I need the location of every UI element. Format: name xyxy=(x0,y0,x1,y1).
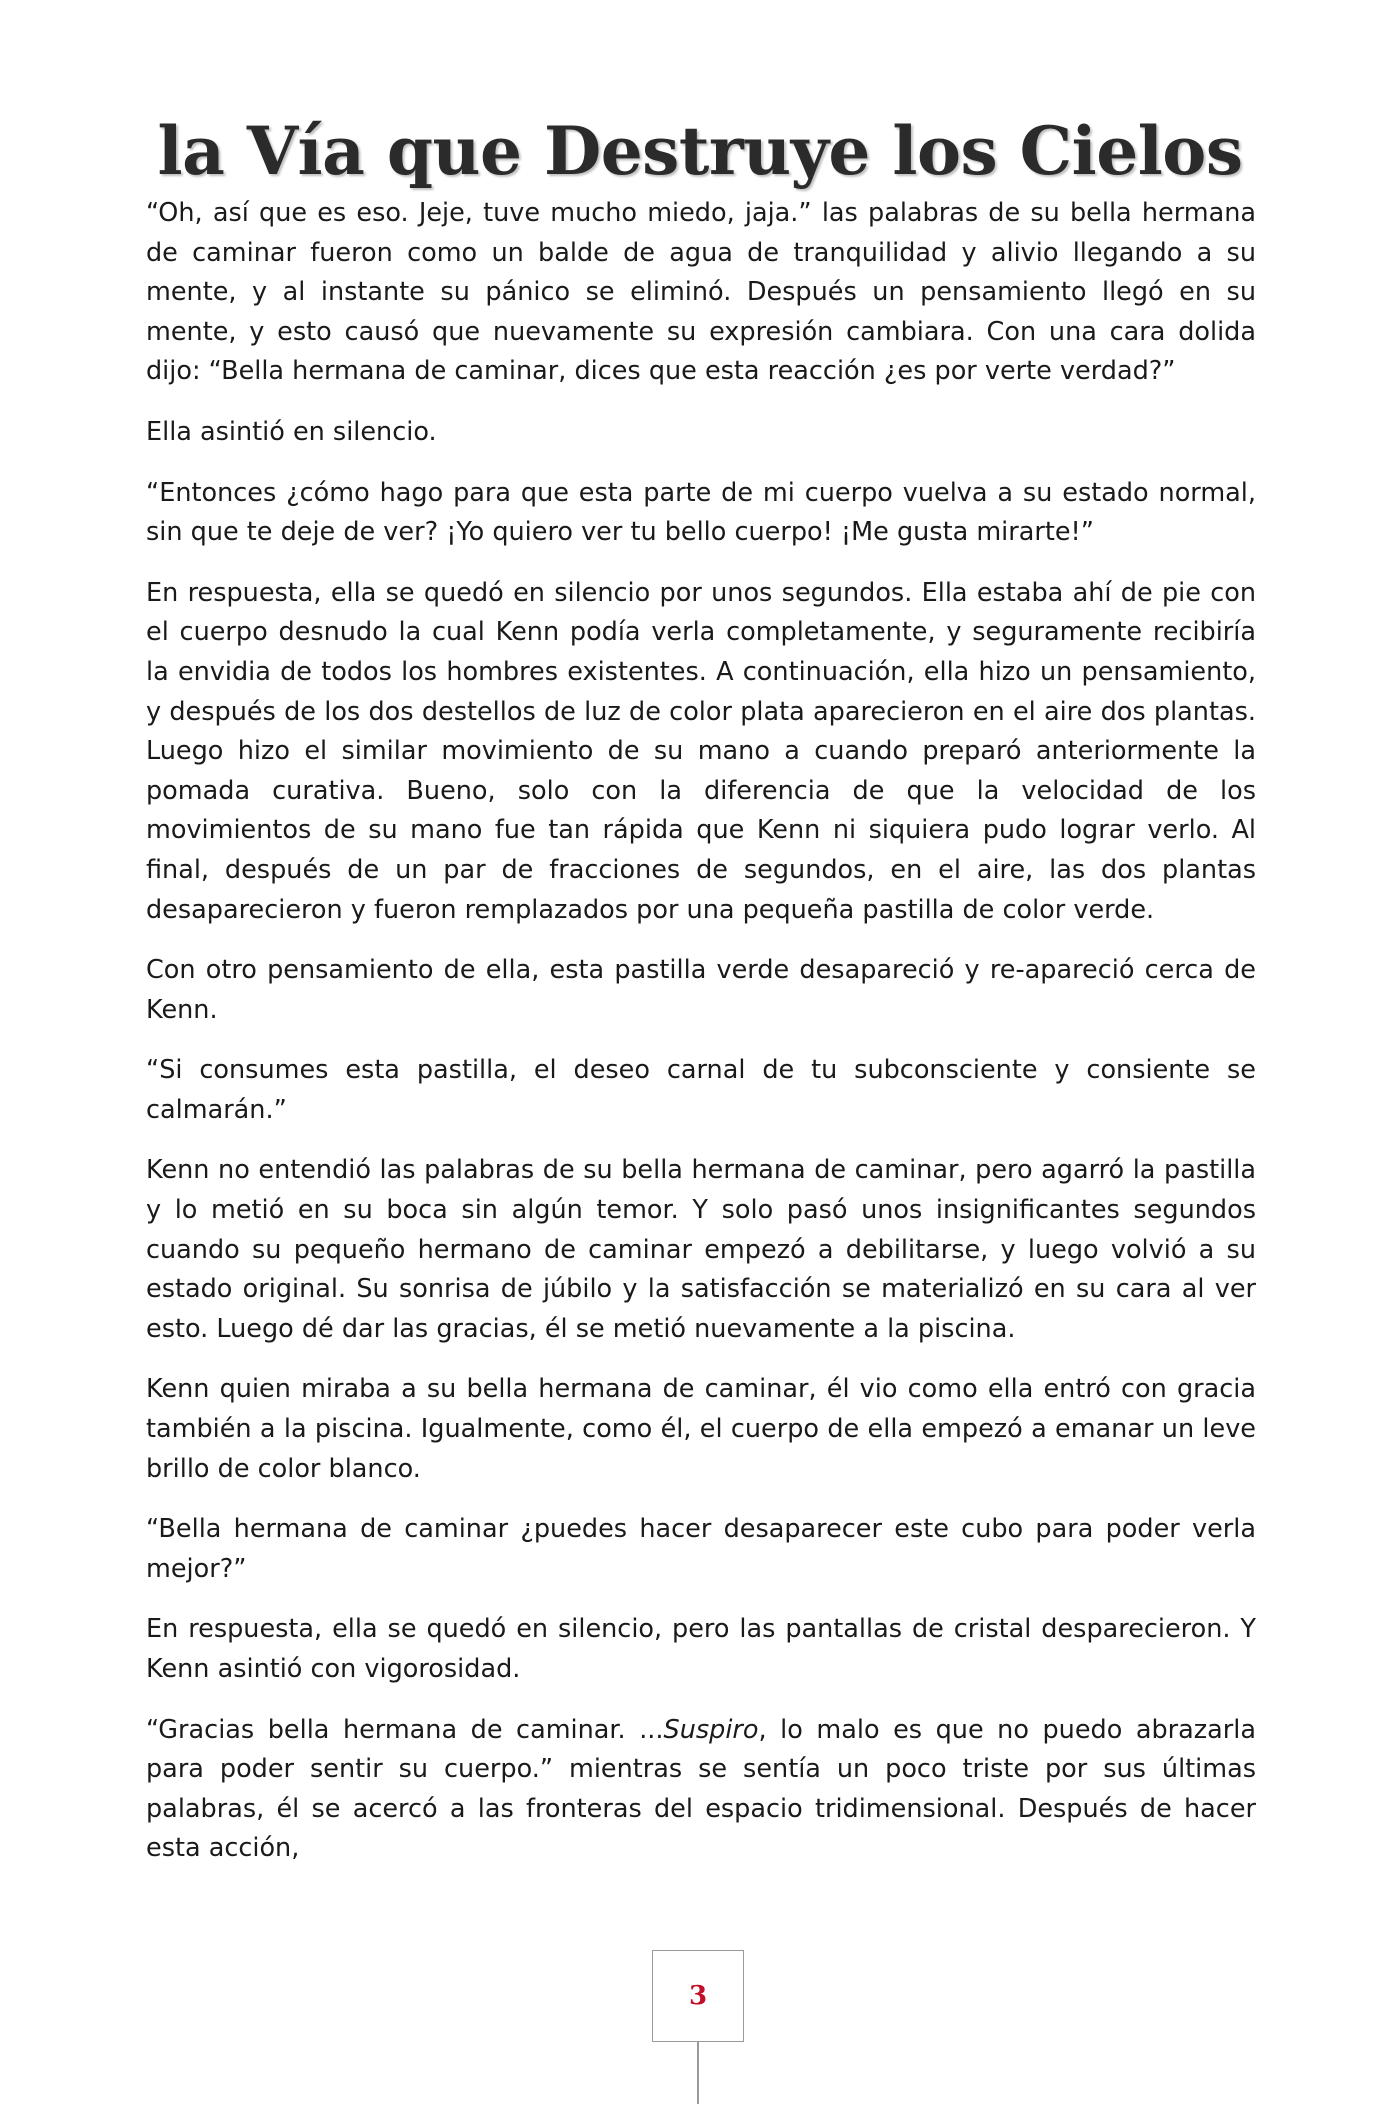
paragraph-5: Con otro pensamiento de ella, esta pastilla verde desapareció y re-apareció cerca de Kenn. xyxy=(146,955,1256,1025)
paragraph-4: En respuesta, ella se quedó en silencio por unos segundos. Ella estaba ahí de pie con el cuerpo desnudo la cual Kenn podía verla completamente, y seguramente recibiría la envidia de todos los hombres existentes. A continuación, ella hizo un pensamiento, y después de los dos destellos de luz de color plata aparecieron en el aire dos plantas. Luego hizo el similar movimiento de su mano a cuando preparó anteriormente la pomada curativa. Bueno, solo con la diferencia de que la velocidad de los movimientos de su mano fue tan rápida que Kenn ni siquiera pudo lograr verlo. Al final, después de un par de fracciones de segundos, en el aire, las dos plantas desaparecieron y fueron remplazados por una pequeña pastilla de color verde. xyxy=(146,577,1256,925)
paragraph-11-end: , lo malo es que no puedo abrazarla para poder sentir su cuerpo.” mientras se sentía un poco triste por sus últimas palabras, él se acercó a las fronteras del espacio tridimensional. Después de hacer esta acción, xyxy=(146,1714,1256,1864)
paragraph-11-start: “Gracias bella hermana de caminar. ... xyxy=(146,1714,664,1745)
page-title: la Vía que Destruye los Cielos xyxy=(157,112,1243,191)
paragraph-11 xyxy=(146,1711,1256,1869)
paragraph-9: “Bella hermana de caminar ¿puedes hacer desaparecer este cubo para poder verla mejor?” xyxy=(146,1514,1256,1584)
paragraph-10: En respuesta, ella se quedó en silencio, pero las pantallas de cristal desparecieron. Y Kenn asintió con vigorosidad. xyxy=(146,1614,1256,1684)
paragraph-6: “Si consumes esta pastilla, el deseo carnal de tu subconsciente y consiente se calmarán.” xyxy=(146,1055,1256,1125)
body-text xyxy=(146,194,1256,1890)
paragraph-2: Ella asintió en silencio. xyxy=(146,416,437,447)
paragraph-11-italic: Suspiro xyxy=(663,1714,759,1745)
paragraph-7: Kenn no entendió las palabras de su bella hermana de caminar, pero agarró la pastilla y lo metió en su boca sin algún temor. Y solo pasó unos insignificantes segundos cuando su pequeño hermano de caminar empezó a debilitarse, y luego volvió a su estado original. Su sonrisa de júbilo y la satisfacción se materializó en su cara al ver esto. Luego dé dar las gracias, él se metió nuevamente a la piscina. xyxy=(146,1155,1256,1344)
page-number: 3 xyxy=(652,1950,744,2042)
page-number-connector-line xyxy=(697,2042,699,2104)
paragraph-8: Kenn quien miraba a su bella hermana de caminar, él vio como ella entró con gracia también a la piscina. Igualmente, como él, el cuerpo de ella empezó a emanar un leve brillo de color blanco. xyxy=(146,1374,1256,1484)
paragraph-3: “Entonces ¿cómo hago para que esta parte de mi cuerpo vuelva a su estado normal, sin que te deje de ver? ¡Yo quiero ver tu bello cuerpo! ¡Me gusta mirarte!” xyxy=(146,477,1256,548)
paragraph-1: “Oh, así que es eso. Jeje, tuve mucho miedo, jaja.” las palabras de su bella hermana de caminar fueron como un balde de agua de tranquilidad y alivio llegando a su mente, y al instante su pánico se eliminó. Después un pensamiento llegó en su mente, y esto causó que nuevamente su expresión cambiara. Con una cara dolida dijo: “Bella hermana de caminar, dices que esta reacción ¿es por verte verdad?” xyxy=(146,198,1256,387)
